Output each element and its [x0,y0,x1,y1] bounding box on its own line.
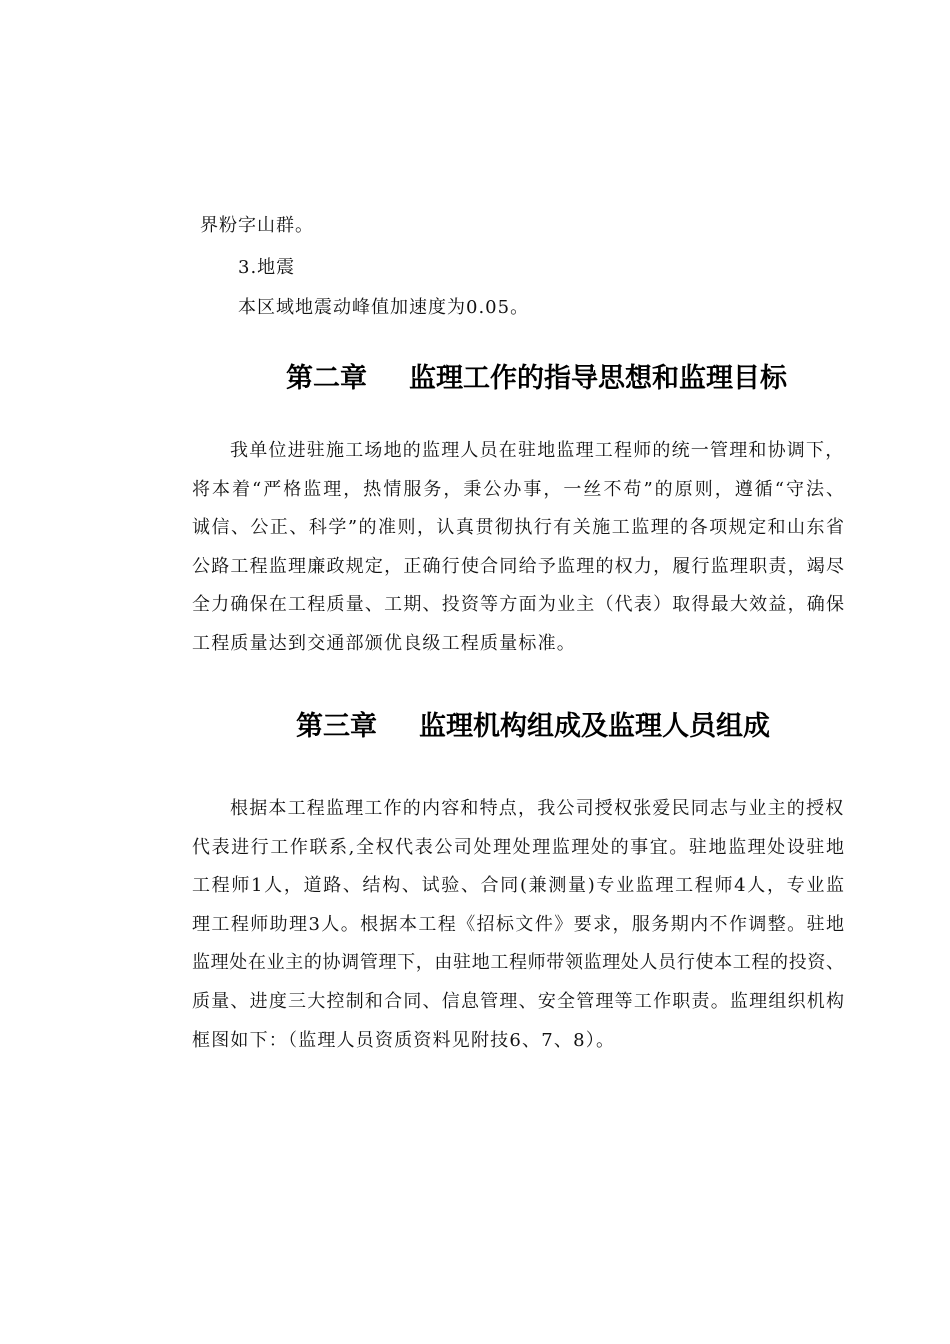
paragraph-line: 框图如下：（监理人员资质资料见附技6、7、8）。 [192,1029,616,1051]
paragraph-line: 监理处在业主的协调管理下，由驻地工程师带领监理处人员行使本工程的投资、 [192,952,844,974]
chapter-3-paragraph [192,797,844,1067]
paragraph-line: 质量、进度三大控制和合同、信息管理、安全管理等工作职责。监理组织机构 [192,990,844,1012]
chapter-2-number: 第二章 [286,363,367,394]
continuation-line: 界粉字山群。 [200,215,314,236]
paragraph-line: 将本着“严格监理，热情服务，秉公办事，一丝不苟”的原则，遵循“守法、 [192,478,844,500]
paragraph-line: 我单位进驻施工场地的监理人员在驻地监理工程师的统一管理和协调下， [230,440,845,461]
paragraph-line: 理工程师助理3人。根据本工程《招标文件》要求，服务期内不作调整。驻地 [192,913,844,935]
chapter-2-paragraph [192,439,844,671]
paragraph-line: 工程师1人，道路、结构、试验、合同(兼测量)专业监理工程师4人，专业监 [192,875,844,897]
chapter-3-heading [296,710,770,744]
paragraph-line: 代表进行工作联系,全权代表公司处理处理监理处的事宜。驻地监理处设驻地 [192,836,844,858]
section-text: 本区域地震动峰值加速度为0.05。 [238,297,530,318]
chapter-2-title: 监理工作的指导思想和监理目标 [409,363,787,394]
paragraph-line: 根据本工程监理工作的内容和特点，我公司授权张爱民同志与业主的授权 [230,798,845,819]
chapter-2-heading [286,362,787,396]
paragraph-line: 全力确保在工程质量、工期、投资等方面为业主（代表）取得最大效益，确保 [192,594,844,616]
paragraph-line: 工程质量达到交通部颁优良级工程质量标准。 [192,632,576,654]
section-heading: 3.地震 [238,257,296,278]
paragraph-line: 诚信、公正、科学”的准则，认真贯彻执行有关施工监理的各项规定和山东省 [192,517,844,539]
paragraph-line: 公路工程监理廉政规定，正确行使合同给予监理的权力，履行监理职责，竭尽 [192,555,844,577]
chapter-3-number: 第三章 [296,711,377,742]
chapter-3-title: 监理机构组成及监理人员组成 [419,711,770,742]
